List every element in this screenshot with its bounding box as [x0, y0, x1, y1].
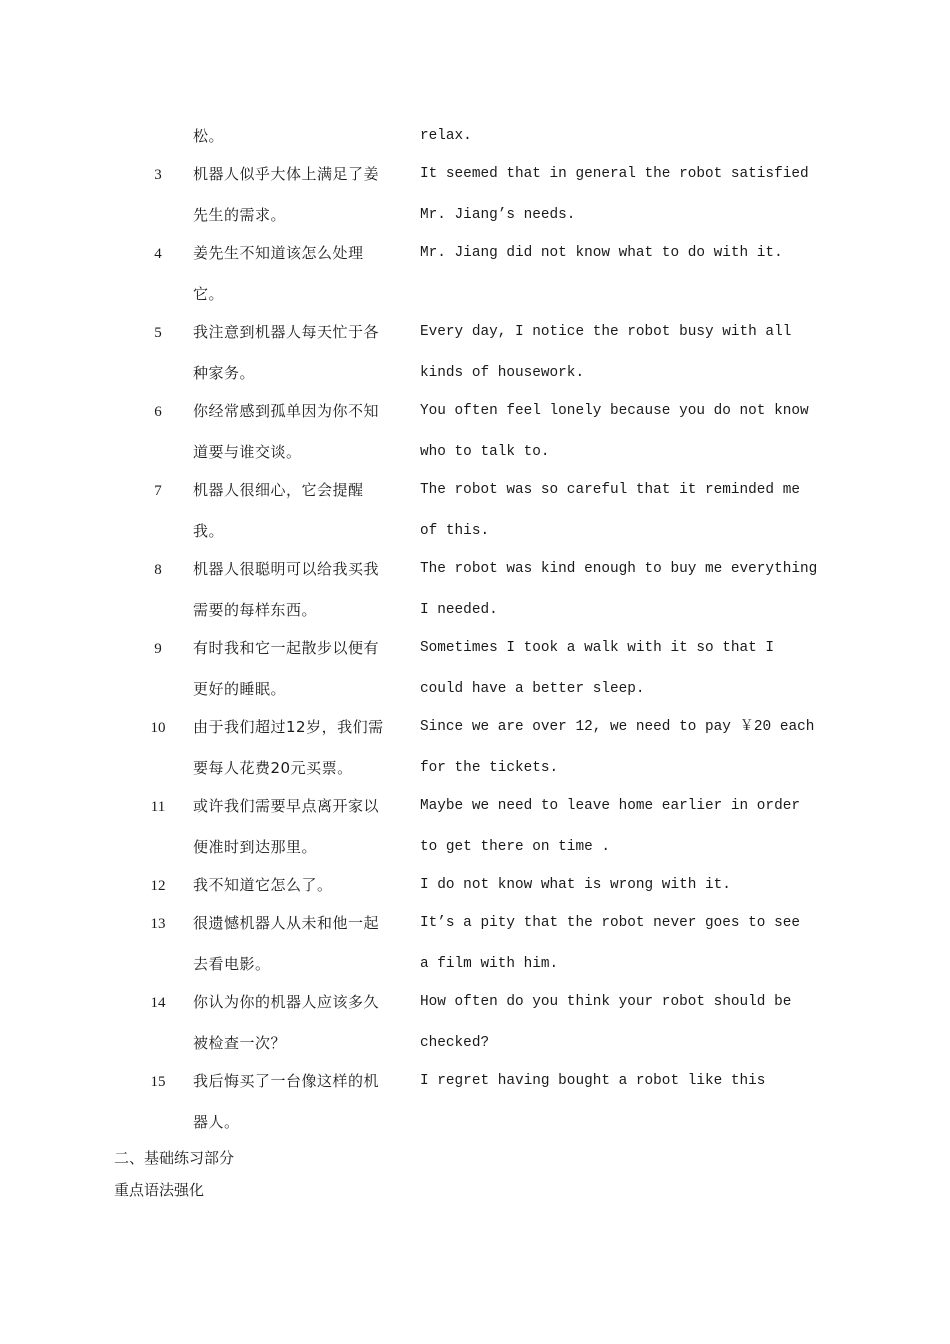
english-translation	[420, 233, 820, 274]
chinese-sentence	[193, 470, 405, 552]
english-line: checked?	[420, 1035, 490, 1051]
chinese-line: 种家务。	[193, 364, 256, 382]
english-translation	[420, 154, 820, 236]
chinese-line: 我。	[193, 522, 225, 540]
english-translation	[420, 116, 820, 157]
chinese-line: 机器人似乎大体上满足了姜	[193, 165, 380, 183]
english-translation	[420, 628, 820, 710]
subheading: 重点语法强化	[114, 1181, 205, 1199]
english-line: I do not know what is wrong with it.	[420, 877, 731, 893]
english-translation	[420, 1061, 820, 1102]
item-number: 8	[154, 562, 162, 578]
chinese-line: 松。	[193, 127, 225, 145]
english-line: who to talk to.	[420, 444, 550, 460]
chinese-sentence	[193, 233, 405, 315]
english-translation	[420, 391, 820, 473]
english-line: Since we are over 12, we need to pay ￥20 each	[420, 719, 815, 735]
english-translation	[420, 707, 820, 789]
chinese-line: 更好的睡眠。	[193, 680, 287, 698]
chinese-sentence	[193, 786, 405, 868]
chinese-sentence	[193, 982, 405, 1064]
chinese-line: 先生的需求。	[193, 206, 287, 224]
chinese-sentence	[193, 154, 405, 236]
english-line: to get there on time .	[420, 839, 610, 855]
chinese-line: 被检查一次？	[193, 1034, 287, 1052]
chinese-sentence	[193, 628, 405, 710]
chinese-line: 需要的每样东西。	[193, 601, 318, 619]
english-line: Maybe we need to leave home earlier in order	[420, 798, 800, 814]
item-number: 6	[154, 404, 162, 420]
chinese-line: 它。	[193, 285, 225, 303]
chinese-line: 机器人很细心，它会提醒	[193, 481, 364, 499]
section-heading: 二、基础练习部分	[114, 1149, 235, 1167]
english-line: It’s a pity that the robot never goes to see	[420, 915, 800, 931]
chinese-line: 我不知道它怎么了。	[193, 876, 333, 894]
english-translation	[420, 549, 820, 631]
item-number: 14	[150, 995, 166, 1011]
chinese-sentence	[193, 549, 405, 631]
english-line: Mr. Jiang’s needs.	[420, 207, 576, 223]
english-line: The robot was kind enough to buy me everything	[420, 561, 818, 577]
english-translation	[420, 982, 820, 1064]
english-line: of this.	[420, 523, 490, 539]
chinese-line: 机器人很聪明可以给我买我	[193, 560, 380, 578]
chinese-line: 姜先生不知道该怎么处理	[193, 244, 364, 262]
english-translation	[420, 786, 820, 868]
item-number: 15	[150, 1074, 166, 1090]
chinese-line: 你认为你的机器人应该多久	[193, 993, 380, 1011]
chinese-line: 我后悔买了一台像这样的机	[193, 1072, 380, 1090]
english-translation	[420, 865, 820, 906]
chinese-line: 有时我和它一起散步以便有	[193, 639, 380, 657]
english-line: You often feel lonely because you do not know	[420, 403, 809, 419]
chinese-line: 便准时到达那里。	[193, 838, 318, 856]
item-number: 4	[154, 246, 162, 262]
english-line: Sometimes I took a walk with it so that I	[420, 640, 775, 656]
chinese-sentence	[193, 312, 405, 394]
chinese-line: 很遗憾机器人从未和他一起	[193, 914, 380, 932]
english-line: for the tickets.	[420, 760, 559, 776]
chinese-sentence	[193, 903, 405, 985]
chinese-line: 道要与谁交谈。	[193, 443, 302, 461]
item-number: 13	[150, 916, 166, 932]
chinese-sentence	[193, 1061, 405, 1143]
english-line: How often do you think your robot should be	[420, 994, 792, 1010]
english-line: It seemed that in general the robot satisfied	[420, 166, 809, 182]
english-translation	[420, 312, 820, 394]
english-line: The robot was so careful that it reminded me	[420, 482, 800, 498]
english-line: Mr. Jiang did not know what to do with it.	[420, 245, 783, 261]
english-line: I needed.	[420, 602, 498, 618]
chinese-line: 器人。	[193, 1113, 240, 1131]
chinese-sentence	[193, 391, 405, 473]
chinese-sentence	[193, 865, 405, 906]
chinese-line: 你经常感到孤单因为你不知	[193, 402, 380, 420]
item-number: 5	[154, 325, 162, 341]
english-line: Every day, I notice the robot busy with all	[420, 324, 792, 340]
english-line: relax.	[420, 128, 472, 144]
item-number: 11	[150, 799, 166, 815]
chinese-sentence	[193, 707, 405, 789]
item-number: 9	[154, 641, 162, 657]
chinese-line: 我注意到机器人每天忙于各	[193, 323, 380, 341]
english-line: could have a better sleep.	[420, 681, 645, 697]
chinese-line: 要每人花费20元买票。	[193, 759, 353, 777]
chinese-line: 去看电影。	[193, 955, 271, 973]
item-number: 7	[154, 483, 162, 499]
english-translation	[420, 903, 820, 985]
item-number: 12	[150, 878, 166, 894]
item-number: 3	[154, 167, 162, 183]
chinese-line: 由于我们超过12岁，我们需	[193, 718, 384, 736]
english-line: I regret having bought a robot like this	[420, 1073, 766, 1089]
english-line: kinds of housework.	[420, 365, 585, 381]
item-number: 10	[150, 720, 166, 736]
english-line: a film with him.	[420, 956, 559, 972]
english-translation	[420, 470, 820, 552]
chinese-line: 或许我们需要早点离开家以	[193, 797, 380, 815]
chinese-sentence	[193, 116, 405, 157]
